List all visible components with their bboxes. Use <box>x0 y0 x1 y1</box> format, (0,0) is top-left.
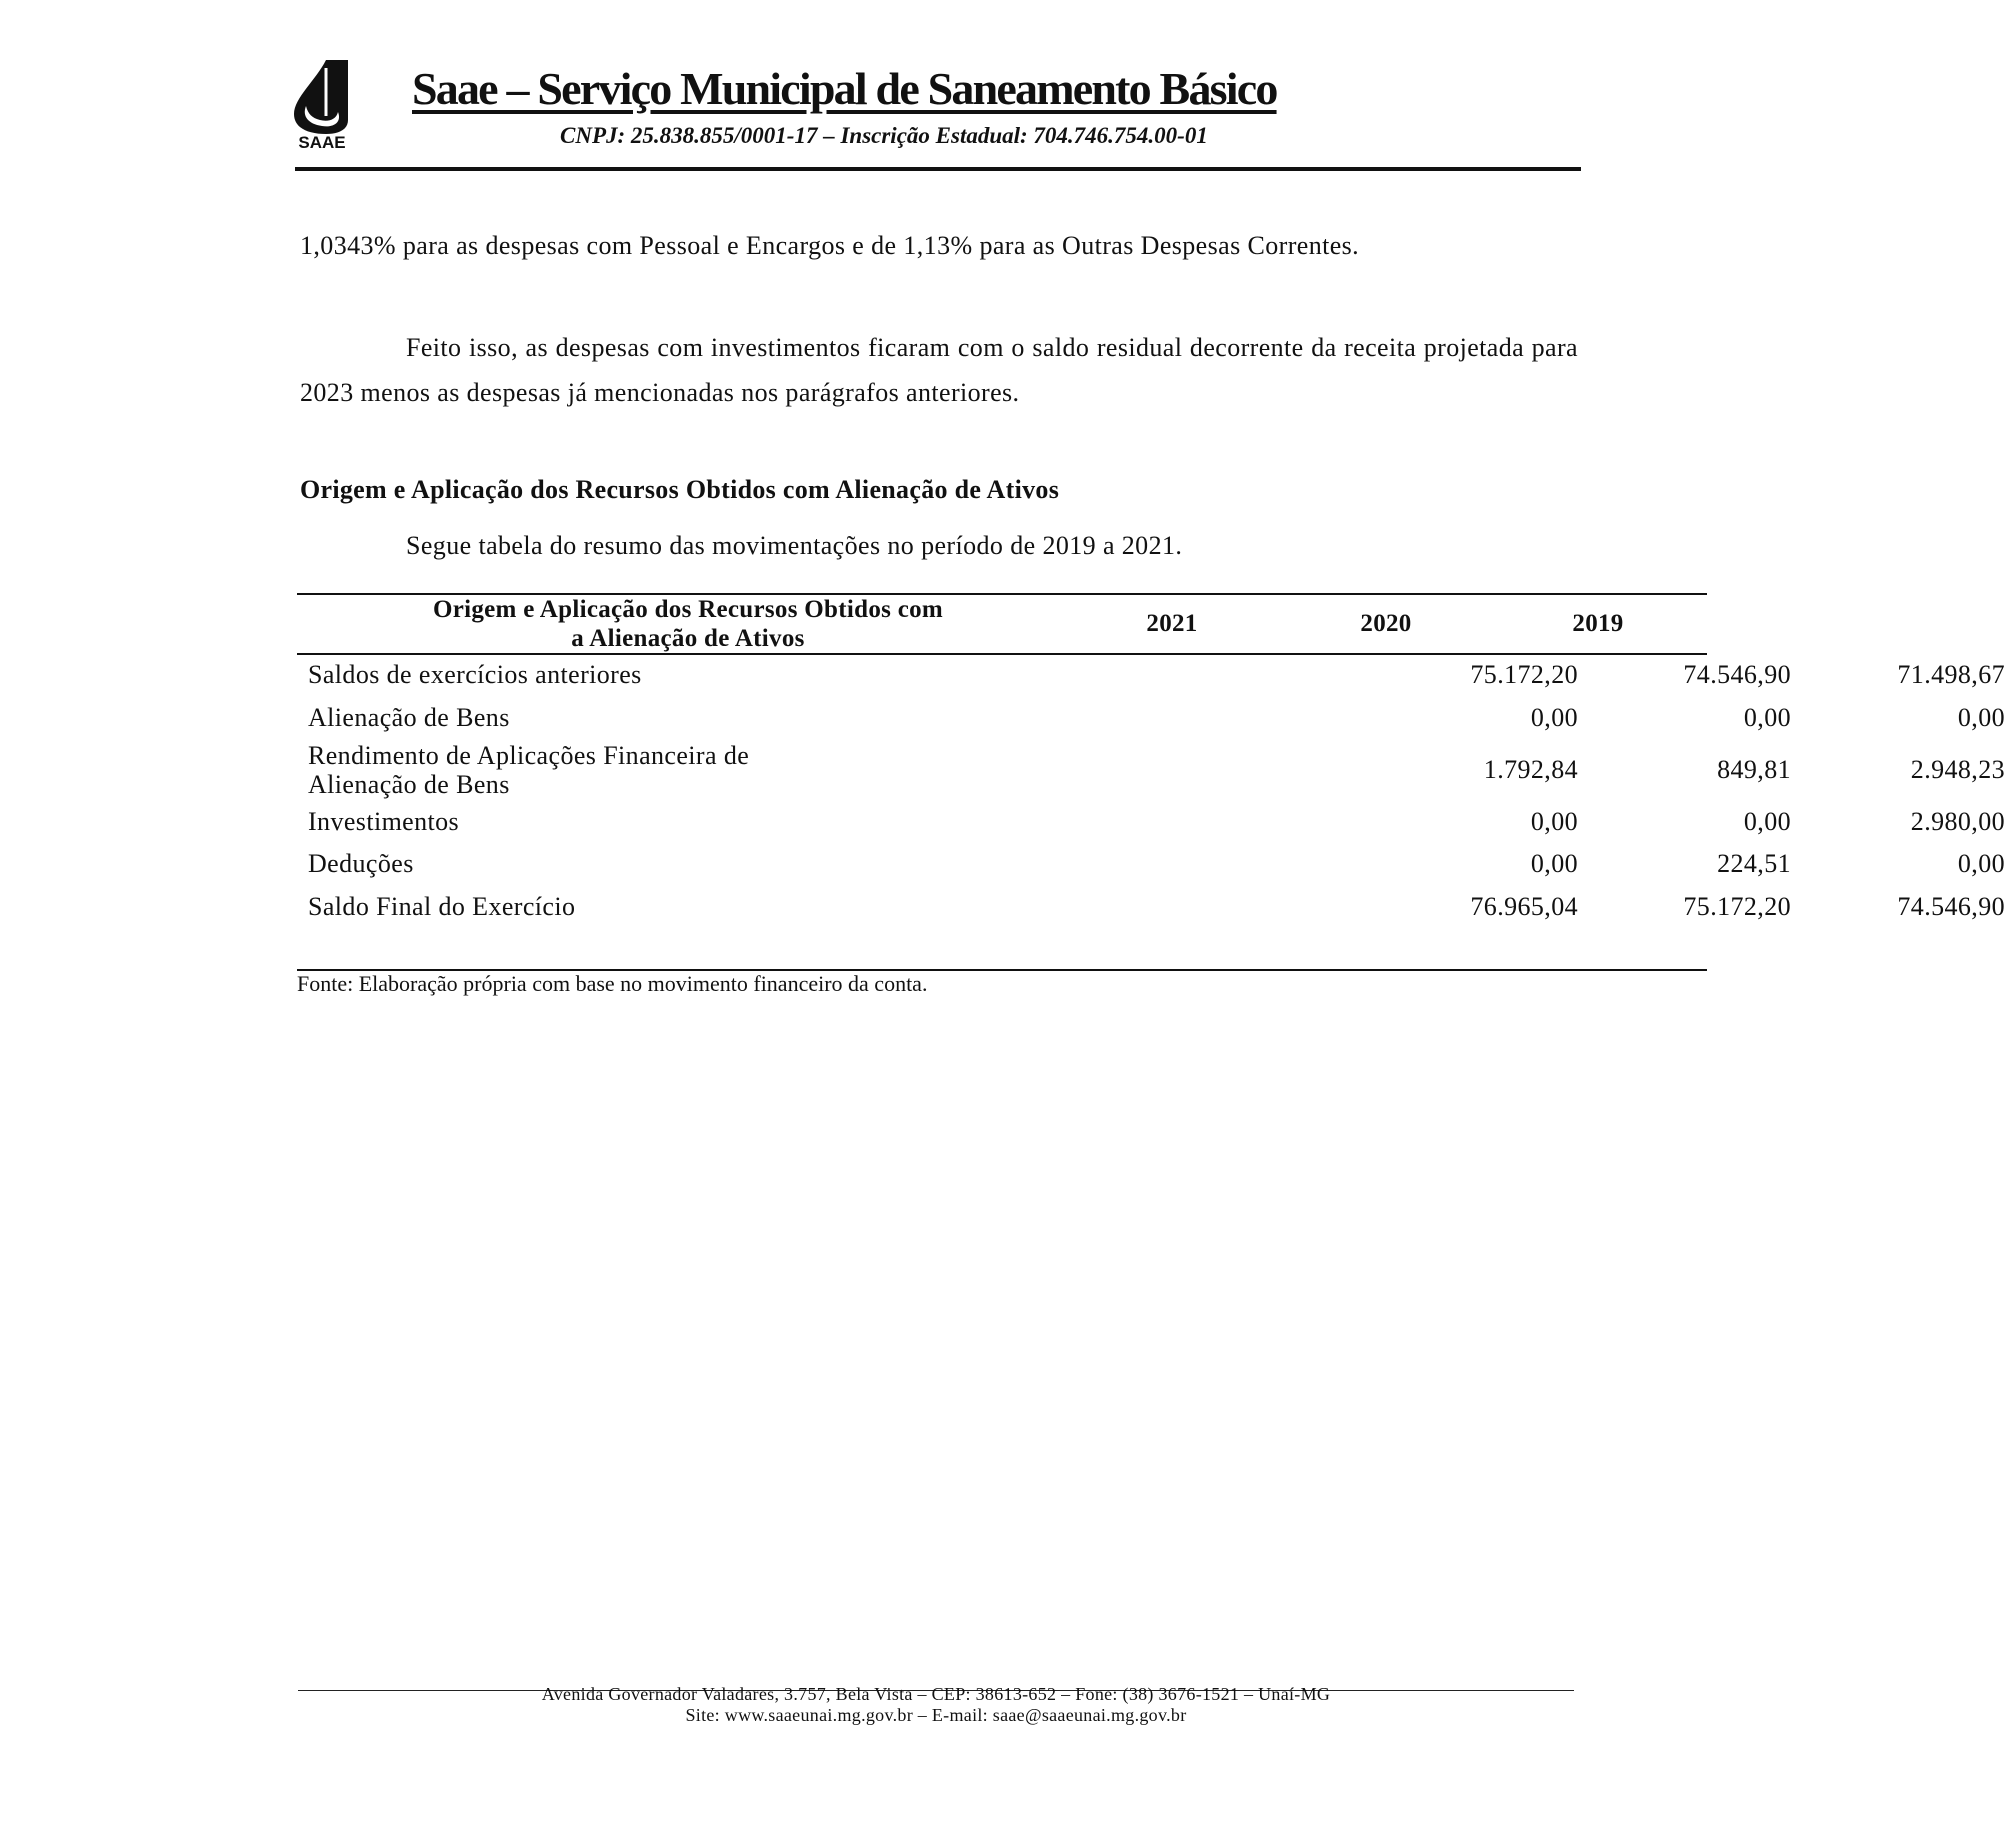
column-header-year: 2020 <box>1360 610 1412 637</box>
table-header-rule <box>297 653 1707 655</box>
row-label-line: Rendimento de Aplicações Financeira de <box>308 741 750 770</box>
cell-value: 74.546,90 <box>1683 660 1791 689</box>
cell-value: 74.546,90 <box>1897 892 2005 921</box>
cell-value: 849,81 <box>1717 755 1791 784</box>
row-label: Saldo Final do Exercício <box>308 892 576 921</box>
cell-value: 2.980,00 <box>1910 807 2005 836</box>
table-header-label <box>308 595 1068 653</box>
header-label-line: Origem e Aplicação dos Recursos Obtidos com <box>432 596 944 623</box>
header-divider <box>295 167 1581 171</box>
saae-logo <box>286 58 358 150</box>
table-intro: Segue tabela do resumo das movimentações no período de 2019 a 2021. <box>406 531 1183 560</box>
cell-value: 0,00 <box>1743 807 1791 836</box>
organization-title: Saae – Serviço Municipal de Saneamento Básico <box>412 63 1277 114</box>
row-label: Investimentos <box>308 807 460 836</box>
cell-value: 0,00 <box>1743 703 1791 732</box>
paragraph: Feito isso, as despesas com investimentos ficaram com o saldo residual decorrente da receita projetada para 2023 menos as despesas já mencionadas nos parágrafos anteriores. <box>300 333 1578 407</box>
cell-value: 224,51 <box>1717 849 1791 878</box>
footer-contact: Site: www.saaeunai.mg.gov.br – E-mail: saae@saaeunai.mg.gov.br <box>685 1705 1187 1725</box>
cell-value: 0,00 <box>1957 849 2005 878</box>
table-source-note: Fonte: Elaboração própria com base no movimento financeiro da conta. <box>297 971 928 996</box>
row-label: Deduções <box>308 849 414 878</box>
cell-value: 76.965,04 <box>1470 892 1578 921</box>
cell-value: 71.498,67 <box>1897 660 2005 689</box>
cell-value: 0,00 <box>1530 849 1578 878</box>
row-label <box>308 741 749 799</box>
footer-address: Avenida Governador Valadares, 3.757, Bela Vista – CEP: 38613-652 – Fone: (38) 3676-1521 – Unaí-MG <box>541 1684 1331 1704</box>
column-header-year: 2019 <box>1572 610 1624 637</box>
cell-value: 0,00 <box>1530 807 1578 836</box>
water-drop-icon <box>286 58 358 150</box>
column-header-year: 2021 <box>1146 610 1198 637</box>
cell-value: 1.792,84 <box>1483 755 1578 784</box>
cell-value: 2.948,23 <box>1910 755 2005 784</box>
cell-value: 0,00 <box>1957 703 2005 732</box>
paragraph: 1,0343% para as despesas com Pessoal e Encargos e de 1,13% para as Outras Despesas Correntes. <box>300 231 1360 260</box>
header-label-line: a Alienação de Ativos <box>571 625 805 652</box>
svg-text:SAAE: SAAE <box>298 133 346 152</box>
cell-value: 75.172,20 <box>1683 892 1791 921</box>
section-heading: Origem e Aplicação dos Recursos Obtidos com Alienação de Ativos <box>300 475 1060 504</box>
organization-registration: CNPJ: 25.838.855/0001-17 – Inscrição Estadual: 704.746.754.00-01 <box>560 123 1208 148</box>
row-label: Saldos de exercícios anteriores <box>308 660 642 689</box>
cell-value: 75.172,20 <box>1470 660 1578 689</box>
cell-value: 0,00 <box>1530 703 1578 732</box>
row-label: Alienação de Bens <box>308 703 510 732</box>
row-label-line: Alienação de Bens <box>308 770 510 799</box>
